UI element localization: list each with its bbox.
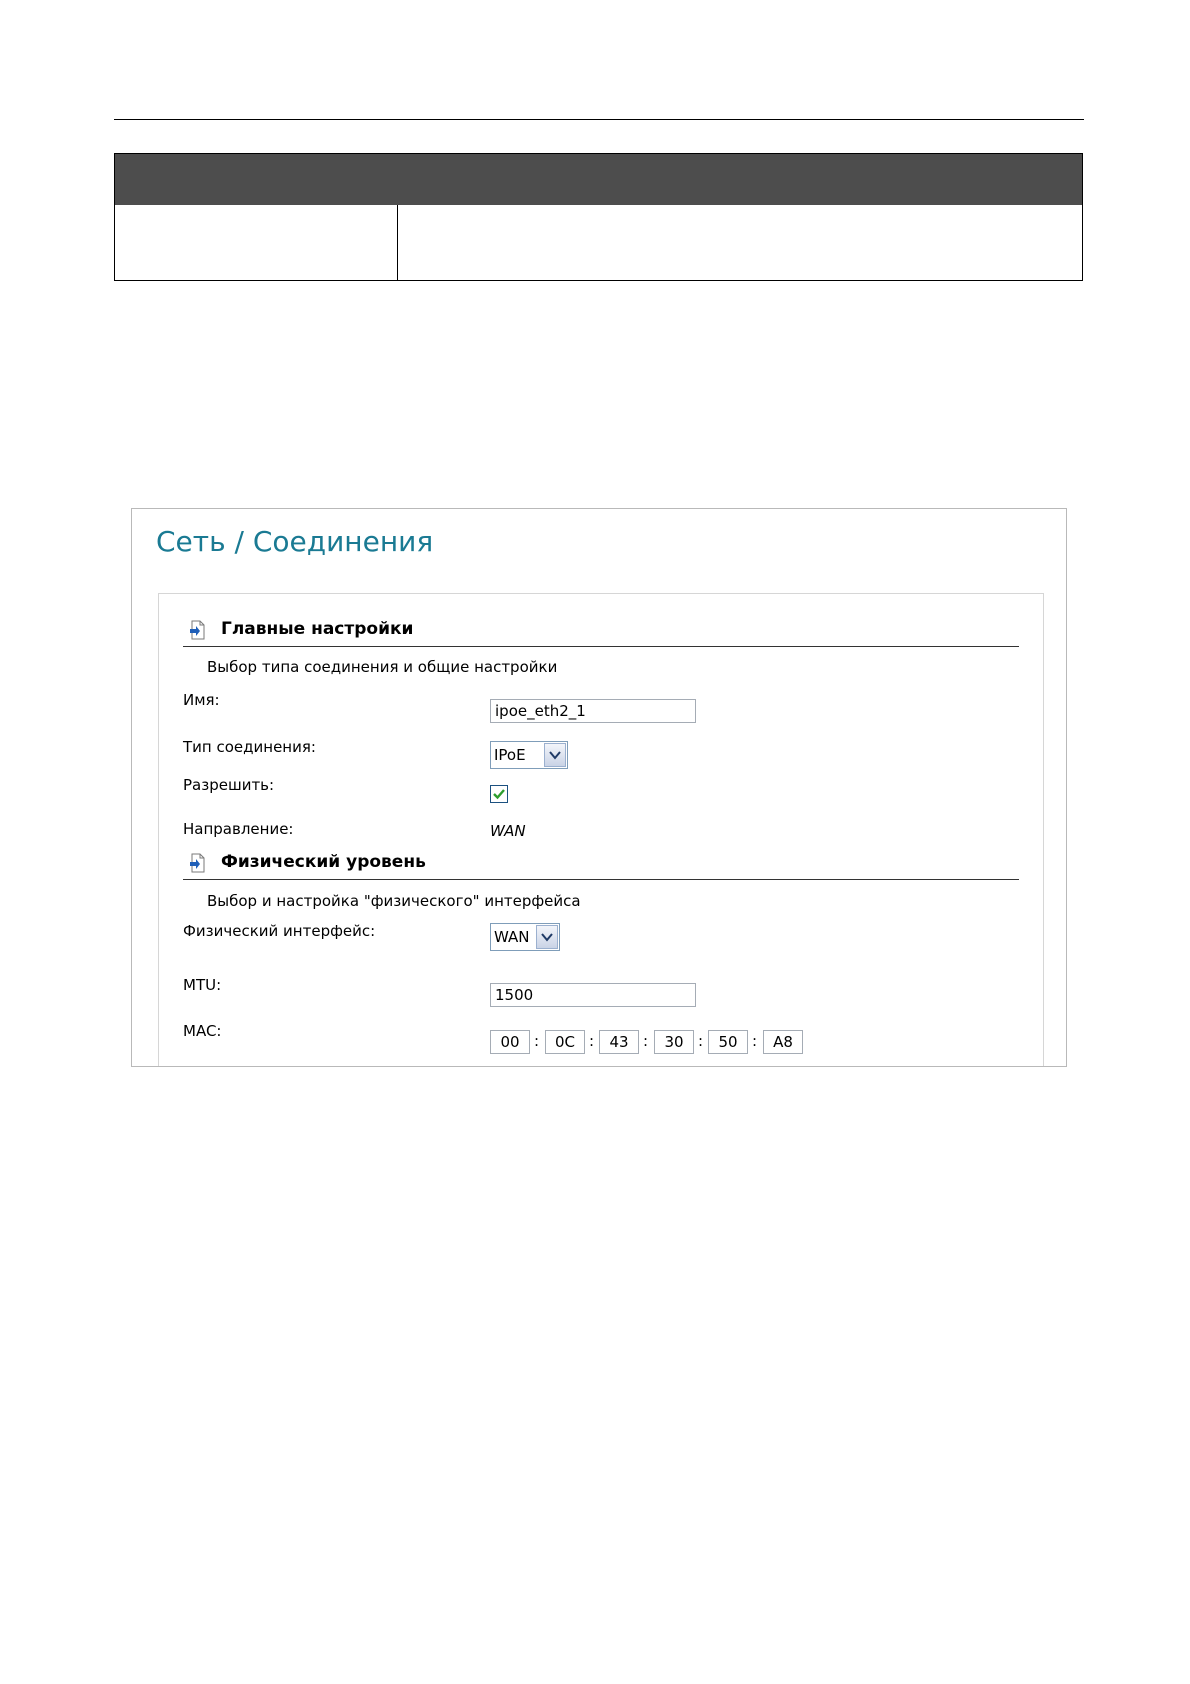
mac-separator: : bbox=[589, 1032, 595, 1050]
page-arrow-icon bbox=[189, 620, 207, 640]
mac-separator: : bbox=[643, 1032, 649, 1050]
section-main-settings-description: Выбор типа соединения и общие настройки bbox=[207, 658, 558, 676]
page-top-rule bbox=[114, 119, 1084, 120]
connection-type-select[interactable] bbox=[490, 741, 568, 769]
doc-table-cell-left bbox=[115, 205, 397, 281]
mac-octet-5[interactable] bbox=[708, 1030, 748, 1054]
chevron-down-icon[interactable] bbox=[544, 743, 566, 767]
direction-value: WAN bbox=[490, 822, 526, 840]
mac-octet-1[interactable] bbox=[490, 1030, 530, 1054]
connection-type-label: Тип соединения: bbox=[183, 738, 316, 756]
enable-label: Разрешить: bbox=[183, 776, 275, 794]
section-main-settings bbox=[183, 616, 1019, 647]
mac-octet-2[interactable] bbox=[545, 1030, 585, 1054]
mtu-input[interactable] bbox=[490, 983, 696, 1007]
physical-interface-select[interactable] bbox=[490, 923, 560, 951]
mac-octet-6[interactable] bbox=[763, 1030, 803, 1054]
section-physical-layer-description: Выбор и настройка "физического" интерфейса bbox=[207, 892, 581, 910]
direction-label: Направление: bbox=[183, 820, 294, 838]
mac-separator: : bbox=[534, 1032, 540, 1050]
doc-table bbox=[114, 153, 1083, 281]
checkmark-icon bbox=[492, 787, 506, 801]
mac-label: MAC: bbox=[183, 1022, 222, 1040]
settings-panel bbox=[158, 593, 1044, 1067]
section-physical-layer-title: Физический уровень bbox=[221, 852, 426, 872]
enable-checkbox[interactable] bbox=[490, 785, 508, 803]
page-arrow-icon bbox=[189, 853, 207, 873]
doc-table-header bbox=[115, 154, 1082, 205]
mtu-label: MTU: bbox=[183, 976, 222, 994]
name-label: Имя: bbox=[183, 691, 220, 709]
mac-octet-3[interactable] bbox=[599, 1030, 639, 1054]
mac-octet-4[interactable] bbox=[654, 1030, 694, 1054]
chevron-down-icon[interactable] bbox=[536, 925, 558, 949]
doc-table-cell-right bbox=[398, 205, 1082, 281]
mac-separator: : bbox=[698, 1032, 704, 1050]
connection-type-value: IPoE bbox=[494, 746, 526, 764]
page-title: Сеть / Соединения bbox=[156, 525, 434, 558]
physical-interface-value: WAN bbox=[494, 928, 530, 946]
name-input[interactable] bbox=[490, 699, 696, 723]
section-physical-layer bbox=[183, 849, 1019, 880]
ui-screenshot bbox=[131, 508, 1067, 1067]
physical-interface-label: Физический интерфейс: bbox=[183, 922, 376, 940]
mac-separator: : bbox=[752, 1032, 758, 1050]
doc-table-row bbox=[115, 205, 1082, 281]
section-main-settings-title: Главные настройки bbox=[221, 619, 414, 639]
